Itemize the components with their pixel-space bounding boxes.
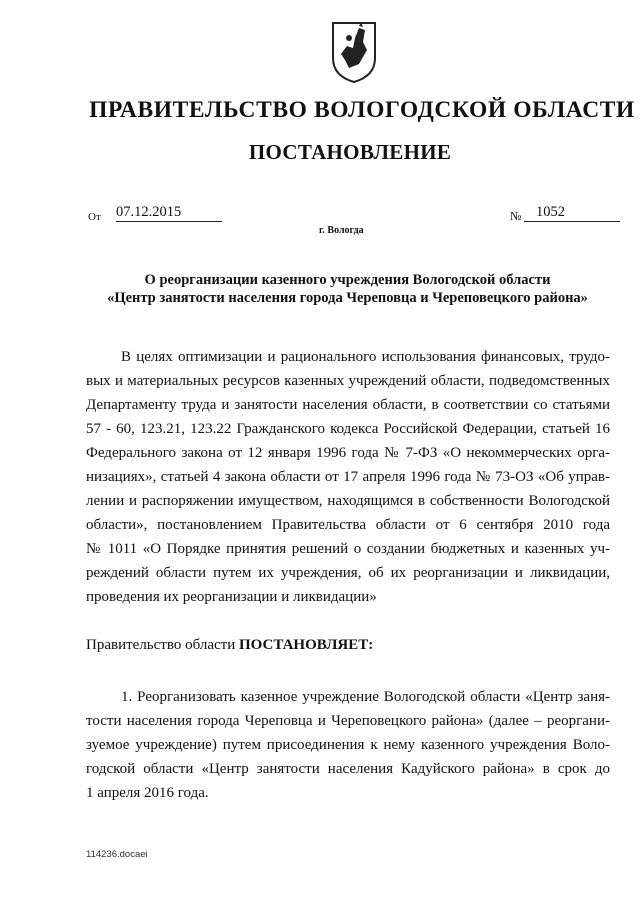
government-title: ПРАВИТЕЛЬСТВО ВОЛОГОДСКОЙ ОБЛАСТИ [89, 97, 635, 123]
paragraph-line: лении и распоряжении имуществом, находящимся в собственности Вологодской [86, 493, 610, 509]
paragraph-line: зуемое учреждение) путем присоединения к нему казенного учреждения Воло- [86, 737, 610, 753]
city-label: г. Вологда [319, 225, 364, 236]
paragraph-line: области», постановлением Правительства области от 6 сентября 2010 года [86, 517, 610, 533]
decree-prefix: Правительство области [86, 637, 236, 653]
decree-line [86, 637, 373, 654]
paragraph-line: Федерального закона от 12 января 1996 года № 7-ФЗ «О некоммерческих орга- [86, 445, 610, 461]
file-name: 114236.docaei [86, 849, 148, 860]
preamble-paragraph [86, 345, 610, 609]
paragraph-line: вых и материальных ресурсов казенных учреждений области, подведомственных [86, 373, 610, 389]
paragraph-line: 1 апреля 2016 года. [86, 785, 209, 801]
document-date: 07.12.2015 [116, 204, 222, 222]
number-label: № [510, 209, 522, 223]
paragraph-line: 57 - 60, 123.21, 123.22 Гражданского кодекса Российской Федерации, статьей 16 [86, 421, 610, 437]
paragraph-line: № 1011 «О Порядке принятия решений о создании бюджетных и казенных уч- [86, 541, 610, 557]
paragraph-line: низациях», статьей 4 закона области от 17 апреля 1996 года № 73-ОЗ «Об управ- [86, 469, 610, 485]
subject-line: О реорганизации казенного учреждения Вологодской области [144, 272, 551, 288]
paragraph-line: реждений области путем их учреждения, об их реорганизации и ликвидации, [86, 565, 610, 581]
paragraph-line: тости населения города Череповца и Череповецкого района» (далее – реоргани- [86, 713, 610, 729]
decree-verb: ПОСТАНОВЛЯЕТ: [238, 637, 374, 653]
paragraph-line: проведения их реорганизации и ликвидации» [86, 589, 377, 605]
paragraph-line: годской области «Центр занятости населения Кадуйского района» в срок до [86, 761, 610, 777]
item-1-paragraph [86, 685, 610, 805]
document-type: ПОСТАНОВЛЕНИЕ [248, 140, 452, 164]
paragraph-line: В целях оптимизации и рационального использования финансовых, трудо- [121, 349, 610, 365]
paragraph-line: 1. Реорганизовать казенное учреждение Вологодской области «Центр заня- [121, 689, 610, 705]
date-label: От [88, 211, 101, 223]
paragraph-line: Департаменту труда и занятости населения области, в соответствии со статьями [86, 397, 610, 413]
coat-of-arms-icon [329, 20, 379, 84]
document-number: 1052 [524, 204, 620, 222]
document-subject [60, 271, 635, 307]
subject-line: «Центр занятости населения города Череповца и Череповецкого района» [107, 290, 588, 306]
